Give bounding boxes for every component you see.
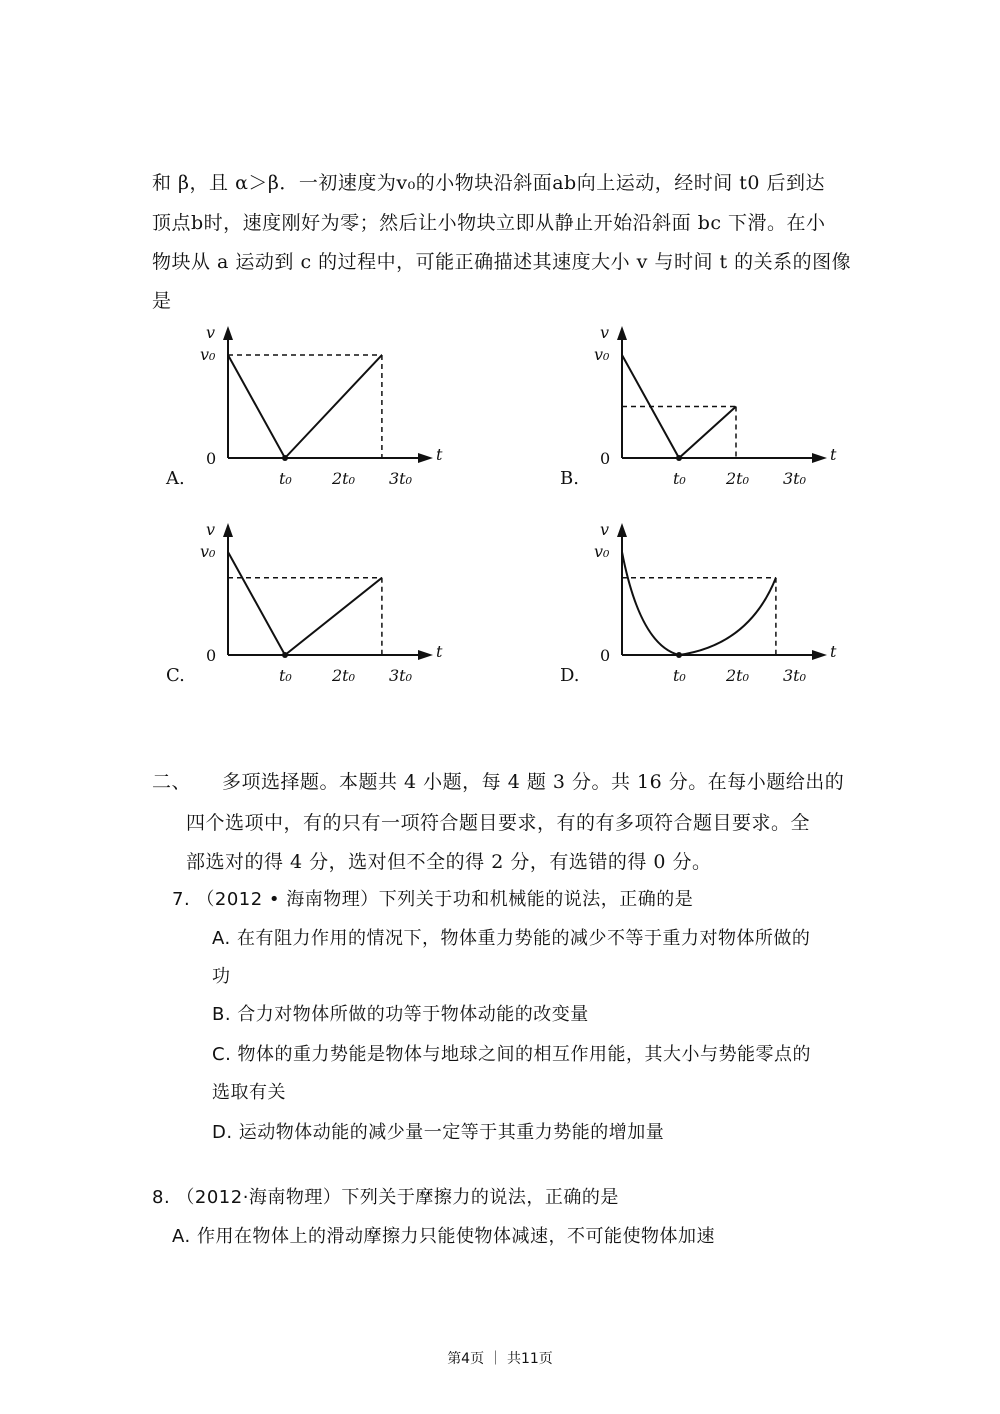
option-label-d: D. — [560, 665, 580, 686]
tick-t0-b: t₀ — [673, 469, 686, 488]
v-axis-arrow-a — [223, 326, 233, 340]
tick-2t0-a: 2t₀ — [332, 469, 356, 488]
vt-curve-d — [622, 552, 776, 655]
tick-2t0-d: 2t₀ — [726, 666, 750, 685]
option-label-c: C. — [166, 665, 185, 686]
page-footer: 第4页 ｜ 共11页 — [447, 1351, 553, 1367]
v-axis-arrow-b — [617, 326, 627, 340]
q7-option-a-line-2: 功 — [212, 966, 231, 987]
t-axis-label-a: t — [436, 445, 443, 464]
q8-option-a: A. 作用在物体上的滑动摩擦力只能使物体减速，不可能使物体加速 — [172, 1226, 715, 1247]
origin-label-b: 0 — [600, 449, 611, 468]
q7-option-c-line-1: C. 物体的重力势能是物体与地球之间的相互作用能，其大小与势能零点的 — [212, 1044, 812, 1065]
tick-3t0-a: 3t₀ — [389, 469, 413, 488]
q7-option-b: B. 合力对物体所做的功等于物体动能的改变量 — [212, 1004, 589, 1025]
t-axis-label-c: t — [436, 642, 443, 661]
tick-2t0-b: 2t₀ — [726, 469, 750, 488]
t-axis-arrow-b — [812, 453, 827, 463]
v-axis-label-b: v — [600, 323, 610, 342]
vt-curve-c — [228, 552, 382, 655]
option-label-a: A. — [166, 468, 185, 489]
section2-line-1: 多项选择题。本题共 4 小题，每 4 题 3 分。共 16 分。在每小题给出的 — [222, 771, 845, 793]
v-axis-label-a: v — [206, 323, 216, 342]
t-axis-arrow-a — [418, 453, 433, 463]
q6-line-4: 是 — [152, 290, 172, 312]
tick-3t0-c: 3t₀ — [389, 666, 413, 685]
tick-3t0-b: 3t₀ — [783, 469, 807, 488]
turning-point-b — [676, 455, 682, 461]
v0-label-a: v₀ — [200, 345, 216, 364]
section2-line-2: 四个选项中，有的只有一项符合题目要求，有的有多项符合题目要求。全 — [186, 812, 811, 834]
q6-line-1: 和 β，且 α＞β．一初速度为v₀的小物块沿斜面ab向上运动，经时间 t0 后到达 — [152, 172, 826, 194]
vt-curve-a — [228, 355, 382, 458]
section2-number: 二、 — [152, 771, 192, 793]
v-axis-arrow-c — [223, 523, 233, 537]
origin-label-d: 0 — [600, 646, 611, 665]
v0-label-b: v₀ — [594, 345, 610, 364]
t-axis-label-d: t — [830, 642, 837, 661]
q7-option-c-line-2: 选取有关 — [212, 1082, 286, 1103]
t-axis-label-b: t — [830, 445, 837, 464]
tick-t0-c: t₀ — [279, 666, 292, 685]
origin-label-a: 0 — [206, 449, 217, 468]
turning-point-d — [676, 652, 682, 658]
turning-point-c — [282, 652, 288, 658]
tick-t0-d: t₀ — [673, 666, 686, 685]
section2-line-3: 部选对的得 4 分，选对但不全的得 2 分，有选错的得 0 分。 — [186, 851, 712, 873]
v-axis-label-d: v — [600, 520, 610, 539]
q7-stem: 7. （2012 • 海南物理）下列关于功和机械能的说法，正确的是 — [172, 889, 694, 910]
v-axis-label-c: v — [206, 520, 216, 539]
t-axis-arrow-d — [812, 650, 827, 660]
q7-option-a-line-1: A. 在有阻力作用的情况下，物体重力势能的减少不等于重力对物体所做的 — [212, 928, 811, 949]
t-axis-arrow-c — [418, 650, 433, 660]
q7-option-d: D. 运动物体动能的减少量一定等于其重力势能的增加量 — [212, 1122, 665, 1143]
tick-2t0-c: 2t₀ — [332, 666, 356, 685]
v-axis-arrow-d — [617, 523, 627, 537]
tick-t0-a: t₀ — [279, 469, 292, 488]
origin-label-c: 0 — [206, 646, 217, 665]
v0-label-c: v₀ — [200, 542, 216, 561]
q6-line-3: 物块从 a 运动到 c 的过程中，可能正确描述其速度大小 v 与时间 t 的关系的图像 — [152, 251, 852, 273]
v0-label-d: v₀ — [594, 542, 610, 561]
option-label-b: B. — [560, 468, 579, 489]
turning-point-a — [282, 455, 288, 461]
q6-line-2: 顶点b时，速度刚好为零；然后让小物块立即从静止开始沿斜面 bc 下滑。在小 — [152, 212, 826, 234]
q8-stem: 8. （2012·海南物理）下列关于摩擦力的说法，正确的是 — [152, 1187, 619, 1208]
tick-3t0-d: 3t₀ — [783, 666, 807, 685]
